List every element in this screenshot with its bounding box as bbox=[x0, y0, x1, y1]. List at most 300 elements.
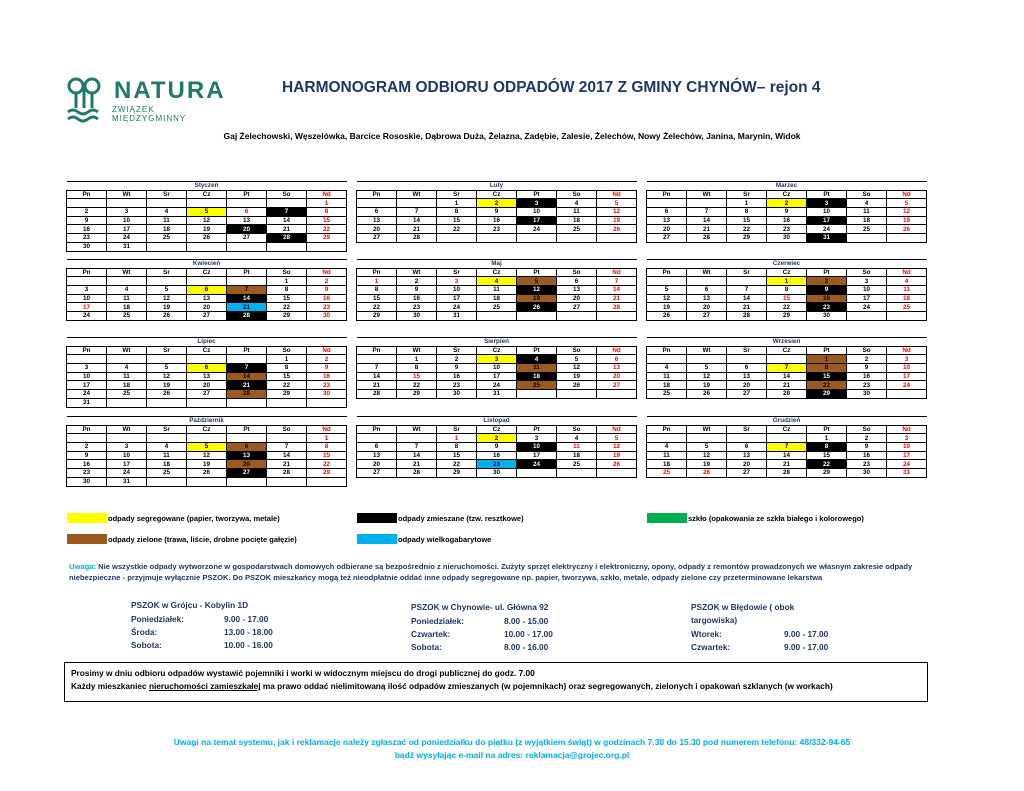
legend-item-green bbox=[67, 534, 297, 544]
day-header: Pn bbox=[647, 425, 687, 434]
day-cell bbox=[397, 434, 437, 443]
day-header: Pn bbox=[357, 268, 397, 277]
pszok-hours: 10.00 - 16.00 bbox=[224, 640, 273, 650]
day-header: Wt bbox=[397, 346, 437, 355]
day-header: Nd bbox=[307, 190, 347, 199]
day-header: So bbox=[267, 268, 307, 277]
week-row bbox=[67, 381, 347, 390]
day-header: So bbox=[847, 190, 887, 199]
day-header: Pt bbox=[517, 425, 557, 434]
day-header: Śr bbox=[727, 190, 767, 199]
day-cell: 26 bbox=[517, 303, 557, 312]
day-cell: 15 bbox=[437, 451, 477, 460]
day-cell: 1 bbox=[397, 355, 437, 364]
pszok-title: PSZOK w Chynowie- ul. Główna 92 bbox=[411, 602, 549, 612]
day-cell: 21 bbox=[227, 381, 267, 390]
month-calendar bbox=[66, 416, 346, 487]
week-row bbox=[357, 312, 637, 321]
month-calendar bbox=[646, 416, 926, 478]
day-cell: 14 bbox=[687, 216, 727, 225]
day-header: Cz bbox=[477, 268, 517, 277]
day-cell: 23 bbox=[477, 225, 517, 234]
day-cell: 9 bbox=[807, 286, 847, 295]
day-cell: 2 bbox=[477, 199, 517, 208]
day-cell bbox=[597, 390, 637, 399]
day-cell: 5 bbox=[687, 364, 727, 373]
day-cell: 17 bbox=[807, 216, 847, 225]
legend-item-glass bbox=[647, 513, 864, 523]
pszok-hours: 9.00 - 17.00 bbox=[784, 642, 829, 652]
legend-label: odpady wielkogabarytowe bbox=[398, 534, 492, 544]
day-cell: 8 bbox=[267, 364, 307, 373]
day-cell: 1 bbox=[807, 434, 847, 443]
day-cell: 11 bbox=[557, 208, 597, 217]
day-cell: 10 bbox=[107, 451, 147, 460]
week-row bbox=[67, 443, 347, 452]
day-cell: 7 bbox=[397, 443, 437, 452]
day-cell bbox=[267, 398, 307, 407]
day-header: Pn bbox=[647, 346, 687, 355]
month-name: Luty bbox=[357, 182, 637, 191]
month-table bbox=[356, 416, 637, 478]
week-row bbox=[357, 372, 637, 381]
day-cell bbox=[767, 355, 807, 364]
day-cell: 2 bbox=[307, 277, 347, 286]
day-cell bbox=[147, 277, 187, 286]
week-row bbox=[647, 434, 927, 443]
pszok-chynow bbox=[411, 601, 553, 654]
day-cell bbox=[187, 199, 227, 208]
day-cell: 23 bbox=[67, 469, 107, 478]
day-cell: 4 bbox=[147, 208, 187, 217]
day-cell: 20 bbox=[227, 460, 267, 469]
week-row bbox=[647, 312, 927, 321]
natura-logo bbox=[64, 74, 226, 124]
day-cell bbox=[267, 434, 307, 443]
week-row bbox=[647, 234, 927, 243]
day-cell: 6 bbox=[187, 286, 227, 295]
day-cell bbox=[687, 355, 727, 364]
day-cell: 17 bbox=[67, 303, 107, 312]
day-cell: 12 bbox=[597, 443, 637, 452]
week-row bbox=[357, 303, 637, 312]
day-cell: 12 bbox=[887, 208, 927, 217]
pszok-day: Czwartek: bbox=[691, 642, 731, 652]
tree-icon bbox=[64, 74, 110, 124]
page-title: HARMONOGRAM ODBIORU ODPADÓW 2017 Z GMINY CHYNÓW– rejon 4 bbox=[282, 79, 821, 96]
day-cell bbox=[67, 355, 107, 364]
pszok-hours: 8.00 - 16.00 bbox=[504, 642, 549, 652]
day-cell: 14 bbox=[767, 451, 807, 460]
day-cell: 6 bbox=[647, 208, 687, 217]
day-cell: 18 bbox=[557, 451, 597, 460]
month-table bbox=[66, 181, 347, 252]
day-header: Śr bbox=[147, 425, 187, 434]
day-cell: 24 bbox=[887, 460, 927, 469]
week-row bbox=[67, 303, 347, 312]
day-cell: 26 bbox=[687, 390, 727, 399]
day-header: Cz bbox=[187, 346, 227, 355]
day-cell: 8 bbox=[807, 443, 847, 452]
day-cell: 14 bbox=[597, 286, 637, 295]
pszok-day: Wtorek: bbox=[691, 629, 722, 639]
day-cell: 15 bbox=[267, 294, 307, 303]
day-cell: 3 bbox=[107, 208, 147, 217]
footer-line-2: bądź wysyłając e-mail na adres: reklamacja@grojec.org.pl bbox=[394, 750, 630, 760]
instructions-box bbox=[64, 662, 928, 702]
day-cell bbox=[147, 355, 187, 364]
day-cell: 10 bbox=[517, 443, 557, 452]
month-calendar bbox=[646, 181, 926, 243]
day-cell bbox=[887, 234, 927, 243]
day-cell: 6 bbox=[597, 355, 637, 364]
day-cell: 8 bbox=[767, 286, 807, 295]
week-row bbox=[357, 451, 637, 460]
day-cell: 18 bbox=[647, 381, 687, 390]
day-cell: 6 bbox=[687, 286, 727, 295]
day-cell: 22 bbox=[807, 460, 847, 469]
day-cell: 3 bbox=[437, 277, 477, 286]
day-header: Pt bbox=[227, 190, 267, 199]
day-cell: 23 bbox=[477, 460, 517, 469]
pszok-day: Czwartek: bbox=[411, 629, 451, 639]
day-cell: 30 bbox=[847, 469, 887, 478]
day-cell: 4 bbox=[107, 364, 147, 373]
day-cell: 27 bbox=[727, 469, 767, 478]
day-cell: 6 bbox=[357, 208, 397, 217]
day-cell: 4 bbox=[647, 443, 687, 452]
day-header: Pt bbox=[807, 425, 847, 434]
day-cell: 12 bbox=[557, 364, 597, 373]
pszok-grojec bbox=[131, 599, 273, 652]
day-cell: 11 bbox=[517, 364, 557, 373]
day-cell: 19 bbox=[187, 225, 227, 234]
day-cell: 28 bbox=[267, 469, 307, 478]
day-cell: 28 bbox=[397, 234, 437, 243]
month-table bbox=[646, 416, 927, 478]
day-cell: 20 bbox=[557, 294, 597, 303]
day-cell bbox=[647, 199, 687, 208]
day-header: So bbox=[557, 268, 597, 277]
day-cell: 29 bbox=[267, 390, 307, 399]
day-cell bbox=[357, 199, 397, 208]
day-cell: 11 bbox=[557, 443, 597, 452]
day-cell: 15 bbox=[397, 372, 437, 381]
day-cell: 13 bbox=[647, 216, 687, 225]
day-cell: 19 bbox=[687, 460, 727, 469]
day-cell: 22 bbox=[357, 303, 397, 312]
day-cell bbox=[187, 242, 227, 251]
month-name: Październik bbox=[67, 417, 347, 426]
day-header: Śr bbox=[437, 346, 477, 355]
day-cell: 4 bbox=[557, 434, 597, 443]
day-cell: 18 bbox=[847, 216, 887, 225]
legend-swatch bbox=[647, 513, 687, 523]
day-header: So bbox=[267, 346, 307, 355]
day-cell: 1 bbox=[437, 434, 477, 443]
day-cell bbox=[727, 355, 767, 364]
month-calendar bbox=[646, 337, 926, 399]
day-header: Pn bbox=[67, 346, 107, 355]
month-name: Kwiecień bbox=[67, 260, 347, 269]
month-name: Listopad bbox=[357, 417, 637, 426]
legend-swatch bbox=[357, 513, 397, 523]
day-cell: 1 bbox=[727, 199, 767, 208]
day-cell bbox=[267, 477, 307, 486]
day-cell: 29 bbox=[267, 312, 307, 321]
day-cell: 19 bbox=[517, 294, 557, 303]
day-cell: 27 bbox=[187, 390, 227, 399]
day-cell: 2 bbox=[807, 277, 847, 286]
day-cell: 8 bbox=[437, 443, 477, 452]
day-cell: 19 bbox=[187, 460, 227, 469]
day-cell: 10 bbox=[517, 208, 557, 217]
day-cell: 5 bbox=[187, 443, 227, 452]
day-cell: 25 bbox=[147, 469, 187, 478]
day-cell: 17 bbox=[437, 294, 477, 303]
day-cell: 27 bbox=[187, 312, 227, 321]
day-cell: 22 bbox=[307, 225, 347, 234]
day-cell bbox=[227, 398, 267, 407]
day-cell: 24 bbox=[107, 469, 147, 478]
week-row bbox=[647, 208, 927, 217]
week-row bbox=[67, 286, 347, 295]
day-cell: 22 bbox=[267, 381, 307, 390]
day-cell: 23 bbox=[67, 234, 107, 243]
day-cell: 5 bbox=[147, 364, 187, 373]
day-cell: 5 bbox=[147, 286, 187, 295]
day-cell bbox=[227, 355, 267, 364]
day-header: So bbox=[847, 346, 887, 355]
day-cell bbox=[477, 234, 517, 243]
day-cell: 5 bbox=[517, 277, 557, 286]
day-cell: 8 bbox=[727, 208, 767, 217]
day-header: Wt bbox=[687, 268, 727, 277]
day-cell: 12 bbox=[647, 294, 687, 303]
day-cell: 1 bbox=[807, 355, 847, 364]
day-cell: 31 bbox=[67, 398, 107, 407]
week-row bbox=[647, 451, 927, 460]
week-row bbox=[67, 277, 347, 286]
day-cell bbox=[107, 355, 147, 364]
day-cell: 30 bbox=[307, 312, 347, 321]
week-row bbox=[357, 460, 637, 469]
day-cell bbox=[597, 234, 637, 243]
day-header: Nd bbox=[597, 190, 637, 199]
day-cell: 13 bbox=[357, 451, 397, 460]
day-cell: 6 bbox=[227, 443, 267, 452]
day-header: Śr bbox=[147, 346, 187, 355]
day-header: So bbox=[267, 190, 307, 199]
day-header: Nd bbox=[597, 268, 637, 277]
month-table bbox=[356, 181, 637, 243]
day-cell bbox=[187, 398, 227, 407]
day-cell bbox=[647, 277, 687, 286]
day-cell: 8 bbox=[357, 286, 397, 295]
week-row bbox=[67, 208, 347, 217]
day-cell: 13 bbox=[357, 216, 397, 225]
day-cell: 28 bbox=[727, 312, 767, 321]
month-name: Sierpień bbox=[357, 338, 637, 347]
day-cell: 26 bbox=[147, 390, 187, 399]
week-row bbox=[67, 216, 347, 225]
day-cell: 21 bbox=[227, 303, 267, 312]
day-cell: 5 bbox=[557, 355, 597, 364]
day-cell: 4 bbox=[847, 199, 887, 208]
day-cell: 29 bbox=[437, 469, 477, 478]
day-cell: 20 bbox=[727, 381, 767, 390]
day-cell bbox=[67, 434, 107, 443]
day-cell bbox=[107, 277, 147, 286]
day-cell: 2 bbox=[397, 277, 437, 286]
day-cell: 15 bbox=[357, 294, 397, 303]
note-label: Uwaga: bbox=[69, 562, 97, 571]
day-cell bbox=[477, 312, 517, 321]
legend-swatch bbox=[67, 534, 107, 544]
day-header: Cz bbox=[767, 346, 807, 355]
footer bbox=[0, 736, 1024, 762]
week-row bbox=[357, 434, 637, 443]
day-cell: 15 bbox=[307, 216, 347, 225]
week-row bbox=[67, 460, 347, 469]
day-cell: 12 bbox=[687, 372, 727, 381]
day-cell: 8 bbox=[307, 208, 347, 217]
day-cell: 26 bbox=[687, 469, 727, 478]
day-header: Śr bbox=[727, 268, 767, 277]
day-cell: 13 bbox=[227, 451, 267, 460]
day-cell: 23 bbox=[307, 303, 347, 312]
day-cell: 2 bbox=[767, 199, 807, 208]
day-cell bbox=[187, 355, 227, 364]
day-cell: 24 bbox=[67, 312, 107, 321]
day-header: Pn bbox=[357, 346, 397, 355]
day-header: So bbox=[847, 268, 887, 277]
day-cell: 23 bbox=[767, 225, 807, 234]
day-cell: 8 bbox=[397, 364, 437, 373]
day-cell: 31 bbox=[477, 390, 517, 399]
day-cell: 8 bbox=[307, 443, 347, 452]
day-cell: 1 bbox=[267, 277, 307, 286]
day-cell: 18 bbox=[147, 225, 187, 234]
day-cell: 17 bbox=[107, 225, 147, 234]
week-row bbox=[67, 451, 347, 460]
pszok-day: Sobota: bbox=[411, 642, 442, 652]
day-cell: 10 bbox=[887, 364, 927, 373]
day-cell: 30 bbox=[437, 390, 477, 399]
day-header: Pn bbox=[67, 425, 107, 434]
legend-label: odpady zielone (trawa, liście, drobne pocięte gałęzie) bbox=[108, 534, 297, 544]
week-row bbox=[67, 242, 347, 251]
day-header: Pt bbox=[517, 346, 557, 355]
day-cell: 13 bbox=[187, 372, 227, 381]
day-header: Wt bbox=[397, 425, 437, 434]
day-cell: 28 bbox=[227, 312, 267, 321]
day-cell bbox=[847, 312, 887, 321]
week-row bbox=[67, 469, 347, 478]
day-cell: 28 bbox=[687, 234, 727, 243]
day-cell: 12 bbox=[187, 451, 227, 460]
day-cell: 3 bbox=[847, 277, 887, 286]
day-cell bbox=[357, 355, 397, 364]
day-cell bbox=[107, 434, 147, 443]
day-cell: 1 bbox=[307, 199, 347, 208]
day-cell: 17 bbox=[67, 381, 107, 390]
day-cell: 14 bbox=[227, 294, 267, 303]
month-table bbox=[66, 337, 347, 408]
day-cell: 10 bbox=[67, 372, 107, 381]
logo-title: NATURA bbox=[114, 77, 226, 104]
day-cell: 13 bbox=[557, 286, 597, 295]
day-cell bbox=[647, 355, 687, 364]
localities-list: Gaj Żelechowski, Węszelówka, Barcice Rososkie, Dąbrowa Duża, Żelazna, Zadębie, Zalesie, Żelechów, Nowy Żelechów, Janina, Marynin, Widok bbox=[223, 131, 801, 141]
week-row bbox=[647, 460, 927, 469]
week-row bbox=[357, 443, 637, 452]
week-row bbox=[647, 286, 927, 295]
day-cell: 28 bbox=[397, 469, 437, 478]
day-cell: 16 bbox=[847, 372, 887, 381]
day-cell: 14 bbox=[267, 216, 307, 225]
day-header: Pt bbox=[807, 346, 847, 355]
week-row bbox=[647, 277, 927, 286]
day-header: Cz bbox=[187, 425, 227, 434]
week-row bbox=[67, 294, 347, 303]
day-cell bbox=[147, 477, 187, 486]
week-row bbox=[647, 225, 927, 234]
day-cell: 28 bbox=[767, 469, 807, 478]
week-row bbox=[67, 234, 347, 243]
week-row bbox=[67, 398, 347, 407]
day-cell: 22 bbox=[307, 460, 347, 469]
day-cell: 14 bbox=[397, 216, 437, 225]
day-header: So bbox=[267, 425, 307, 434]
day-header: Cz bbox=[767, 425, 807, 434]
day-cell bbox=[227, 242, 267, 251]
day-cell: 5 bbox=[687, 443, 727, 452]
day-cell: 19 bbox=[597, 216, 637, 225]
day-cell: 2 bbox=[307, 355, 347, 364]
day-cell: 13 bbox=[727, 372, 767, 381]
month-table bbox=[356, 259, 637, 321]
day-cell: 7 bbox=[687, 208, 727, 217]
day-cell: 3 bbox=[67, 286, 107, 295]
day-cell: 11 bbox=[887, 286, 927, 295]
day-header: Wt bbox=[107, 190, 147, 199]
month-calendar bbox=[66, 337, 346, 408]
day-cell bbox=[267, 199, 307, 208]
day-cell: 8 bbox=[807, 364, 847, 373]
day-cell bbox=[187, 277, 227, 286]
week-row bbox=[647, 355, 927, 364]
day-cell: 21 bbox=[267, 460, 307, 469]
day-cell bbox=[557, 234, 597, 243]
day-cell: 2 bbox=[67, 443, 107, 452]
day-header: Pn bbox=[647, 190, 687, 199]
day-cell: 13 bbox=[187, 294, 227, 303]
day-cell: 26 bbox=[597, 460, 637, 469]
month-table bbox=[646, 181, 927, 243]
day-header: So bbox=[557, 346, 597, 355]
week-row bbox=[647, 303, 927, 312]
day-cell: 3 bbox=[517, 199, 557, 208]
day-cell: 17 bbox=[847, 294, 887, 303]
day-cell: 12 bbox=[687, 451, 727, 460]
week-row bbox=[67, 364, 347, 373]
day-cell: 27 bbox=[227, 469, 267, 478]
day-cell: 28 bbox=[597, 303, 637, 312]
day-cell: 23 bbox=[307, 381, 347, 390]
day-cell: 15 bbox=[807, 372, 847, 381]
week-row bbox=[67, 355, 347, 364]
